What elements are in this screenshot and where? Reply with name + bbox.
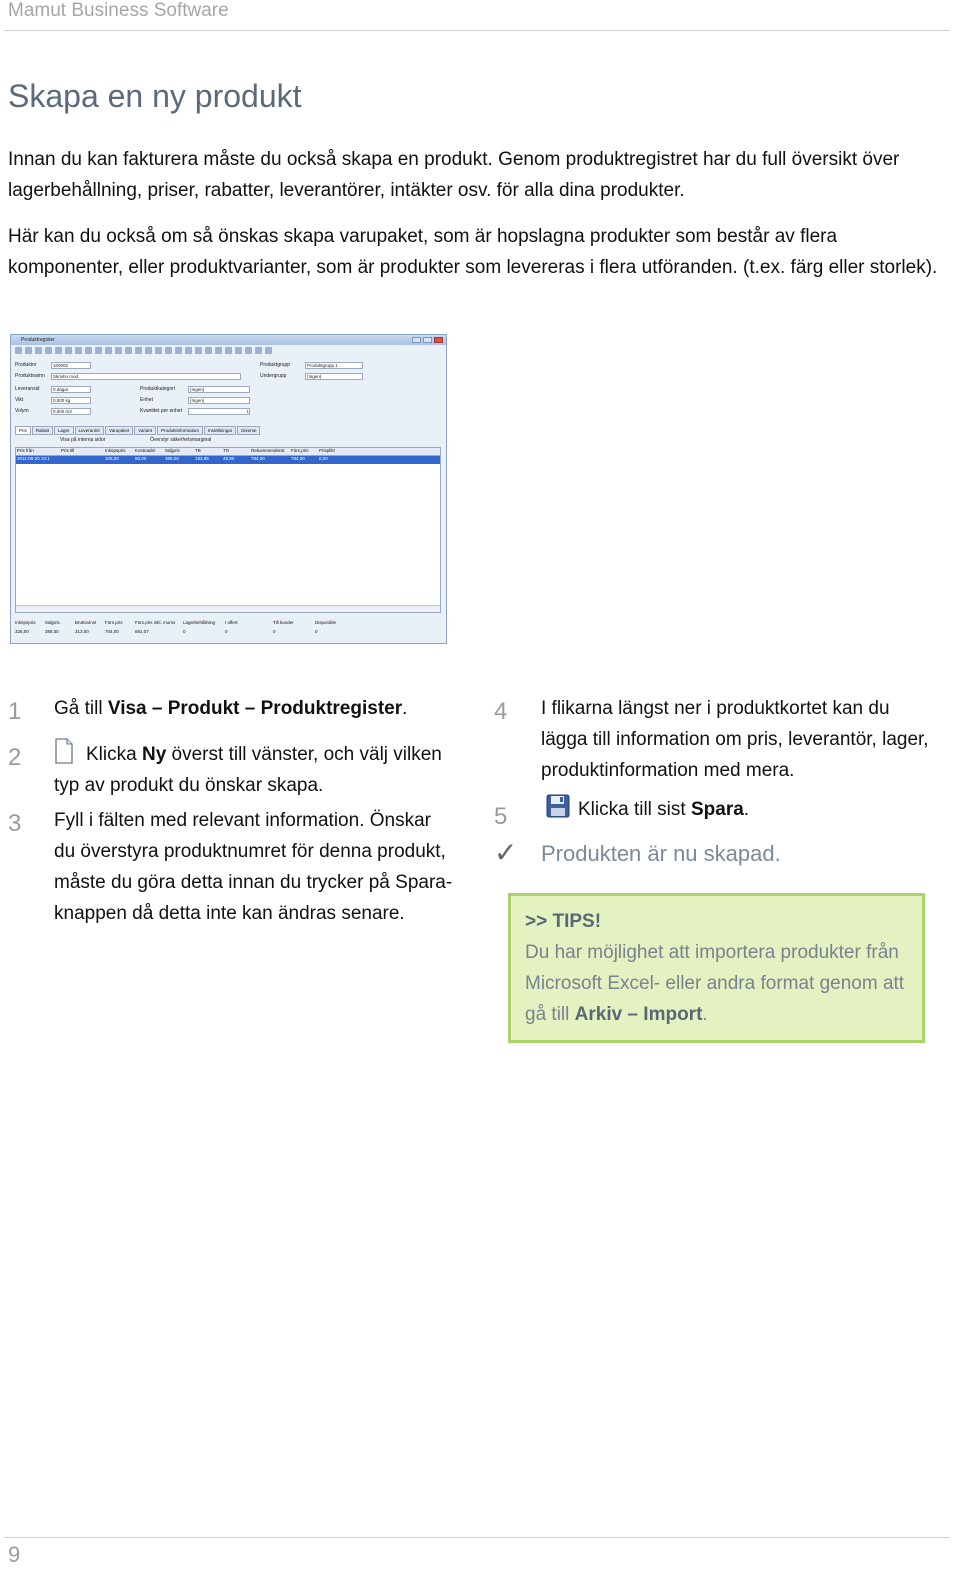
grid-header-row [16,448,440,456]
checkbox-override: Överstyr säkerhetsmarginal [150,437,212,443]
field-label: Produktgrupp [260,362,291,368]
field-label: Vikt [15,397,24,403]
save-icon [546,794,570,818]
quantity-field: 1 [188,408,250,415]
summary-footer [15,618,441,638]
footer-value: 881,07 [135,629,149,634]
delivery-field: 0 dagar [51,386,91,393]
product-tabs [15,426,260,435]
product-name-field: Skrivbo mod [51,373,241,380]
product-group-field: Produktgrupp 1 [305,362,363,369]
window-titlebar [11,335,446,345]
step-number-2: 2 [8,744,22,771]
unit-field: (Ingen) [188,397,250,404]
field-label: Produktkategori [140,386,176,392]
footer-header: Till kunder [273,620,294,625]
intro-paragraph-2: Här kan du också om så önskas skapa varupaket, som är hopslagna produkter som består av flera komponenter, eller produktvarianter, som är produkter som levereras i flera utföranden. (t.ex. färg eller storlek). [8,226,938,278]
close-icon [434,337,443,343]
tab-supplier: Leverantör [75,426,105,435]
footer-header: Säljpris [45,620,60,625]
footer-value: 0 [273,629,276,634]
weight-field: 0,000 kg [51,397,91,404]
grid-header: TG [223,448,230,453]
grid-header: Inköpspris [105,448,126,453]
page-title: Skapa en ny produkt [8,78,302,114]
tips-box [508,893,925,1043]
toolbar [15,347,441,356]
tab-settings: Inställningar [204,426,236,435]
step-3-text: Fyll i fälten med relevant information. Önskar du överstyra produktnumret för denna produkt, måste du göra detta innan du trycker på Spara-knappen då detta inte kan ändras senare. [54,810,453,924]
footer-value: 0 [315,629,318,634]
field-label: Kvantitet per enhet [140,408,182,414]
grid-cell: 193,95 [195,456,209,461]
checkbox-internal: Visa på interna sidor [60,437,106,443]
step-number-1: 1 [8,698,22,725]
category-field: (Ingen) [188,386,250,393]
step-number-4: 4 [494,698,508,725]
footer-header: Bruttovinst [75,620,97,625]
grid-cell: 325,00 [105,456,119,461]
step-number-3: 3 [8,810,22,837]
grid-cell: 385,00 [165,456,179,461]
footer-value: 0 [225,629,228,634]
grid-cell: 784,00 [291,456,305,461]
step-5-text: Klicka till sist Spara. [546,794,936,825]
grid-header: Säljpris [165,448,180,453]
field-label: Enhet [140,397,154,403]
footer-header: Förs.pris [105,620,123,625]
footer-value: 325,00 [15,629,29,634]
grid-header: Pris från [17,448,34,453]
header-title: Mamut Business Software [8,0,229,21]
completion-message: Produkten är nu skapad. [541,841,781,866]
tips-heading: >> TIPS! [525,911,602,932]
window-title: Produktregister [21,337,55,343]
product-number-field: 100002 [51,362,91,369]
tab-variant: Variant [134,426,156,435]
check-icon: ✓ [494,837,518,868]
field-label: Undergrupp [260,373,287,379]
grid-header: Prisplikt [319,448,335,453]
grid-header: Kostnader [135,448,156,453]
tab-discount: Rabatt [32,426,53,435]
step-number-5: 5 [494,803,508,830]
intro-paragraph-1: Innan du kan fakturera måste du också skapa en produkt. Genom produktregistret har du full översikt över lagerbehållning, priser, rabatter, leverantörer, intäkter osv. för alla dina produkter. [8,149,900,201]
field-label: Produktnr [15,362,37,368]
footer-value: 313,00 [75,629,89,634]
product-register-screenshot [10,334,447,644]
page-number: 9 [8,1542,21,1567]
step-4-text: I flikarna längst ner i produktkortet kan du lägga till information om pris, leverantör, lager, produktinformation med mera. [541,698,929,781]
field-label: Volym [15,408,29,414]
maximize-icon [423,337,432,343]
tab-price: Pris [15,426,31,435]
table-row [16,456,440,464]
document-icon [54,738,74,764]
field-label: Produktnamn [15,373,45,379]
tab-stock: Lager [54,426,74,435]
tab-product-info: Produktinformation [157,426,203,435]
grid-header: Rekommenderat [251,448,285,453]
grid-cell: 784,00 [251,456,265,461]
field-label: Leveransid [15,386,40,392]
footer-header: Lagerbehållning [183,620,216,625]
grid-cell: 50,00 [135,456,147,461]
footer-divider [4,1537,950,1538]
minimize-icon [412,337,421,343]
grid-cell: 0,00 [319,456,328,461]
step-2-text: Klicka Ny överst till vänster, och välj vilken typ av produkt du önskar skapa. [54,738,454,801]
header-divider [4,30,950,31]
grid-cell: 2011-09-20 10:1 [17,456,50,461]
volume-field: 0,000 m3 [51,408,91,415]
footer-value: 0 [183,629,186,634]
footer-header: Disponible [315,620,337,625]
footer-header: Förs.pris inkl. moms [135,620,176,625]
tab-misc: Diverse [237,426,260,435]
grid-header: TB [195,448,201,453]
tab-package: Varupaket [105,426,133,435]
footer-value: 704,00 [105,629,119,634]
grid-header: Förs.pris [291,448,309,453]
footer-value: 385,00 [45,629,59,634]
grid-cell: 49,90 [223,456,235,461]
grid-cell [60,456,104,464]
subgroup-field: (Ingen) [305,373,363,380]
step-1-text: Gå till Visa – Produkt – Produktregister. [54,698,408,719]
footer-header: I offert [225,620,238,625]
horizontal-scrollbar [16,605,440,612]
grid-header: Pris till [61,448,75,453]
footer-header: Inköpspris [15,620,36,625]
tips-text: Du har möjlighet att importera produkter från Microsoft Excel- eller andra format genom att gå till Arkiv – Import. [525,942,905,1025]
price-grid [15,447,441,613]
